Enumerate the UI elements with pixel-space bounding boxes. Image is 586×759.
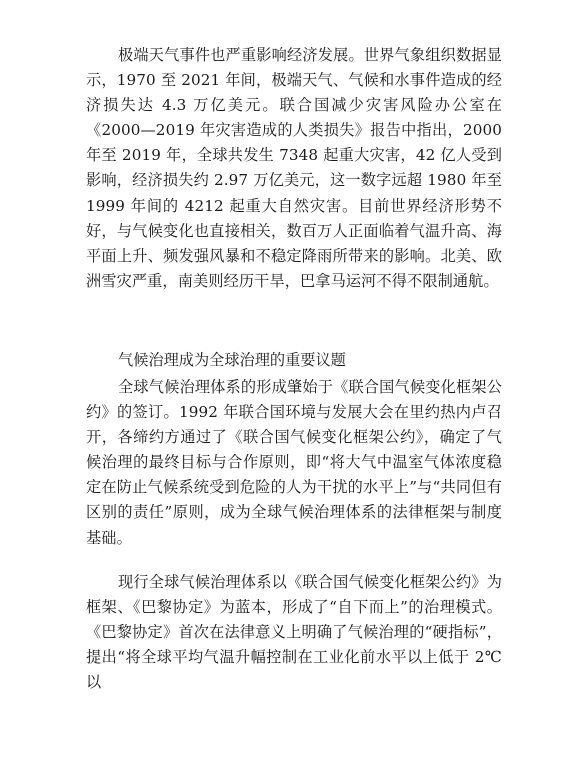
paragraph-unfccc-origin: 全球气候治理体系的形成肇始于《联合国气候变化框架公约》的签订。1992 年联合国环境与发展大会在里约热内卢召开，各缔约方通过了《联合国气候变化框架公约》，确定了气候治理的最终目标与合作原则，即“将大气中温室气体浓度稳定在防止气候系统受到危险的人为干扰的水平上”与“共同但有区别的责任”原则，成为全球气候治理体系的法律框架与制度基础。 [86, 378, 502, 547]
section-heading: 气候治理成为全球治理的重要议题 [118, 351, 346, 369]
paragraph-economic-impact: 极端天气事件也严重影响经济发展。世界气象组织数据显示，1970 至 2021 年间，极端天气、气候和水事件造成的经济损失达 4.3 万亿美元。联合国减少灾害风险办公室在《2000—2019 年灾害造成的人类损失》报告中指出，2000 年至 2019 年，全球共发生 7348 起重大灾害，42 亿人受到影响，经济损失约 2.97 万亿美元，这一数字远超 1980 年至 1999 年间的 4212 起重大自然灾害。目前世界经济形势不好，与气候变化也直接相关，数百万人正面临着气温升高、海平面上升、频发强风暴和不稳定降雨所带来的影响。北美、欧洲雪灾严重，南美则经历干旱，巴拿马运河不得不限制通航。 [86, 46, 502, 290]
paragraph-paris-agreement: 现行全球气候治理体系以《联合国气候变化框架公约》为框架、《巴黎协定》为蓝本，形成了“自下而上”的治理模式。《巴黎协定》首次在法律意义上明确了气候治理的“硬指标”，提出“将全球平均气温升幅控制在工业化前水平以上低于 2℃以 [86, 573, 502, 692]
